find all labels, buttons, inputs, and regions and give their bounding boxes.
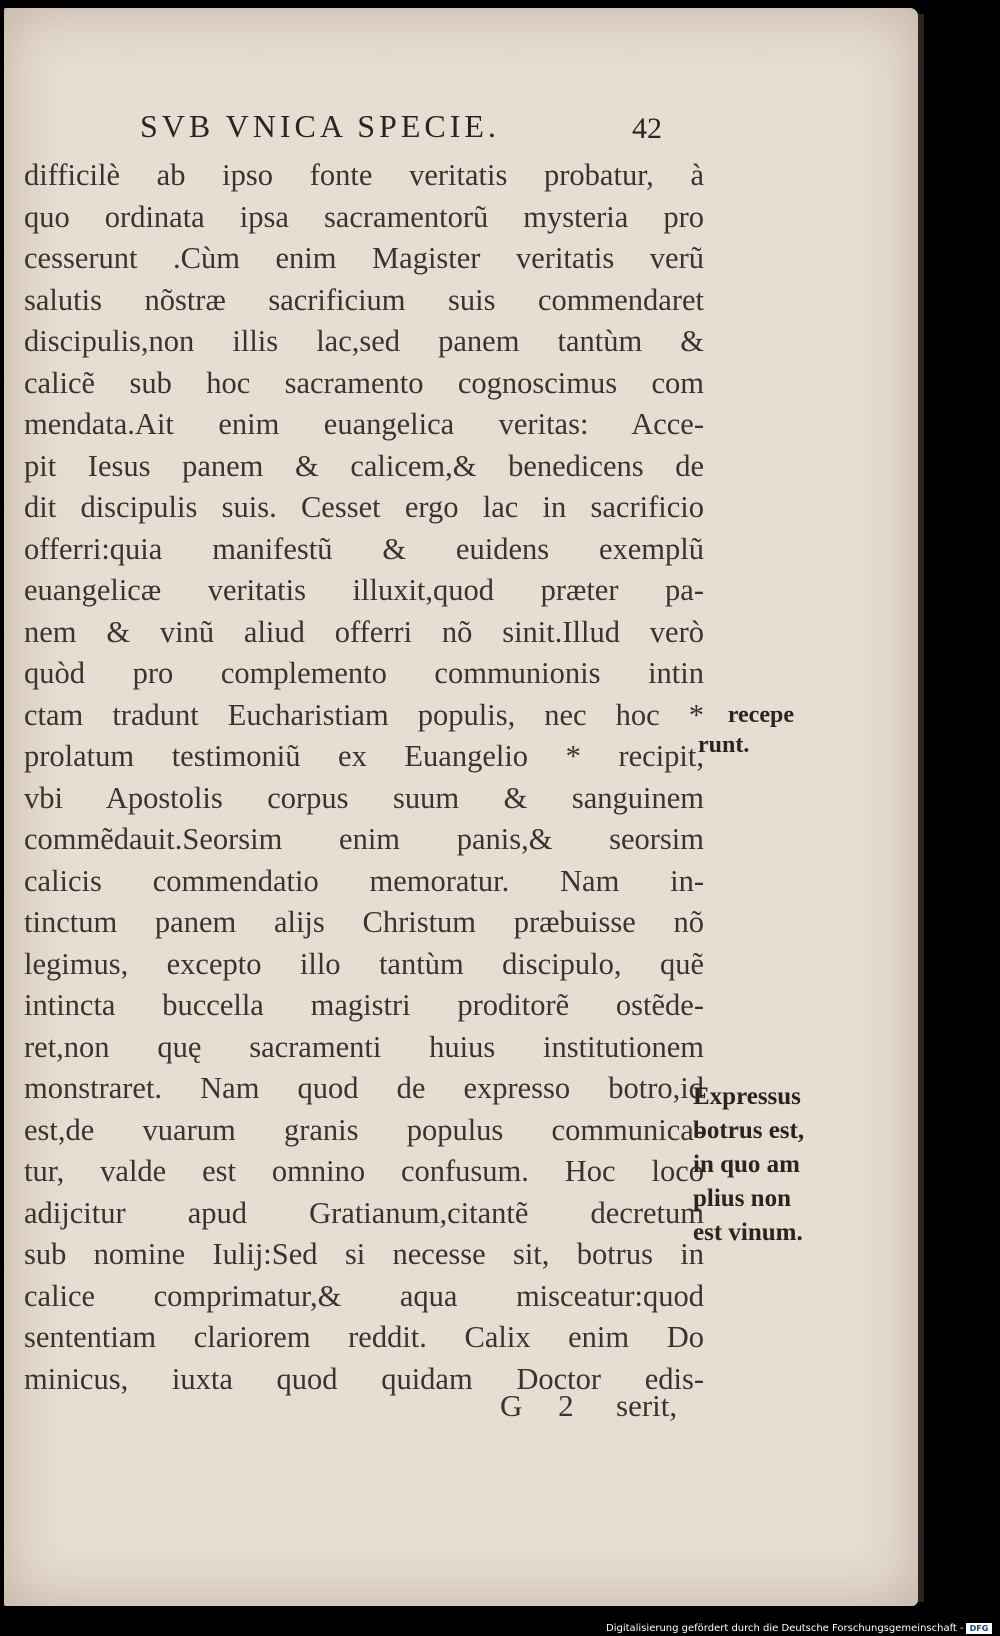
margin-note-expressus-botrus: [693, 1080, 843, 1250]
margin-note-line: recepe: [727, 702, 794, 728]
margin-note-line: plius non: [693, 1185, 791, 1212]
text-line: est,de vuarum granis populus communica-: [24, 1112, 704, 1147]
digitization-credit: Digitalisierung gefördert durch die Deutsche Forschungsgemeinschaft -: [606, 1623, 964, 1634]
text-line: mendata.Ait enim euangelica veritas: Acce-: [24, 407, 704, 441]
margin-note-line: in quo am: [693, 1151, 800, 1178]
text-line: discipulis,non illis lac,sed panem tantùm &: [24, 324, 704, 358]
margin-note-recepe-runt: [698, 700, 838, 760]
text-line: dit discipulis suis. Cesset ergo lac in sacrificio: [24, 490, 704, 524]
text-line: euangelicæ veritatis illuxit,quod præter pa-: [24, 573, 704, 607]
text-line: sub nomine Iulij:Sed si necesse sit, botrus in: [24, 1237, 704, 1271]
text-line: cesserunt .Cùm enim Magister veritatis verũ: [24, 241, 704, 275]
text-line: sententiam clariorem reddit. Calix enim Do: [24, 1320, 704, 1354]
signature-number: 2: [558, 1388, 574, 1423]
text-line: intincta buccella magistri proditorẽ ostẽde-: [24, 988, 704, 1022]
body-text: [24, 155, 704, 1400]
margin-note-line: botrus est,: [693, 1117, 805, 1144]
text-line: offerri:quia manifestũ & euidens exemplũ: [24, 531, 704, 566]
page-edge: [918, 14, 924, 1602]
text-line: difficilè ab ipso fonte veritatis probatur, à: [24, 158, 704, 192]
catchword: serit,: [616, 1388, 678, 1423]
text-line: salutis nõstræ sacrificium suis commendaret: [24, 282, 704, 317]
text-line: nem & vinũ aliud offerri nõ sinit.Illud verò: [24, 614, 704, 649]
margin-note-line: runt.: [698, 732, 750, 758]
text-line: monstraret. Nam quod de expresso botro,id: [24, 1071, 704, 1105]
margin-note-line: Expressus: [693, 1083, 801, 1110]
text-line: commẽdauit.Seorsim enim panis,& seorsim: [24, 822, 704, 856]
text-line: vbi Apostolis corpus suum & sanguinem: [24, 780, 704, 815]
text-line: tur, valde est omnino confusum. Hoc loco: [24, 1154, 704, 1188]
text-line: ret,non quę sacramenti huius institutionem: [24, 1029, 704, 1064]
text-line: tinctum panem alijs Christum præbuisse nõ: [24, 905, 704, 939]
text-line: calicis commendatio memoratur. Nam in-: [24, 863, 704, 898]
dfg-logo: DFG: [966, 1623, 992, 1634]
text-line: quo ordinata ipsa sacramentorũ mysteria pro: [24, 199, 704, 234]
text-line: prolatum testimoniũ ex Euangelio * recipit,: [24, 739, 704, 773]
page-number: 42: [632, 112, 662, 145]
running-title: SVB VNICA SPECIE.: [140, 108, 500, 144]
signature-mark: [500, 1388, 574, 1424]
text-line: minicus, iuxta quod quidam Doctor edis-: [24, 1361, 704, 1396]
text-line: pit Iesus panem & calicem,& benedicens de: [24, 448, 704, 483]
text-line: ctam tradunt Eucharistiam populis, nec hoc *: [24, 697, 704, 732]
text-line: quòd pro complemento communionis intin: [24, 656, 704, 690]
text-line: adijcitur apud Gratianum,citantẽ decretum: [24, 1195, 704, 1230]
running-head: [140, 108, 700, 152]
text-line: calice comprimatur,& aqua misceatur:quod: [24, 1278, 704, 1313]
signature-letter: G: [500, 1388, 523, 1423]
text-line: calicẽ sub hoc sacramento cognoscimus com: [24, 365, 704, 400]
text-line: legimus, excepto illo tantùm discipulo, quẽ: [24, 946, 704, 981]
margin-note-line: est vinum.: [693, 1219, 803, 1246]
